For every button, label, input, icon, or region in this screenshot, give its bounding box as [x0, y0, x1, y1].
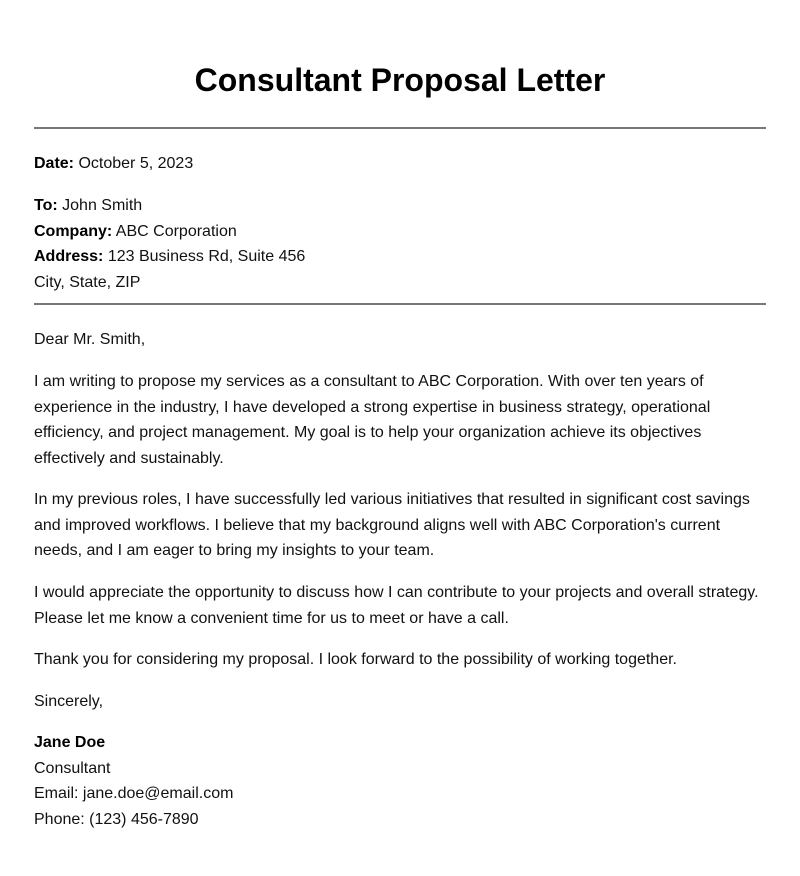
to-label: To: — [34, 197, 58, 214]
address-line — [34, 244, 766, 270]
salutation: Dear Mr. Smith, — [34, 331, 146, 348]
recipient-block — [34, 193, 766, 295]
middle-divider — [34, 303, 766, 305]
signature-name: Jane Doe — [34, 734, 106, 751]
closing: Sincerely, — [34, 693, 104, 710]
to-value: John Smith — [62, 197, 143, 214]
address-line2: City, State, ZIP — [34, 273, 141, 291]
paragraph-experience: In my previous roles, I have successfully led various initiatives that resulted in significant cost savings and improved workflows. I believe that my background aligns well with ABC Corporation's current needs, and I am eager to bring my insights to your team. — [34, 491, 750, 559]
date-label: Date: — [34, 155, 75, 172]
to-line — [34, 193, 766, 219]
company-value: ABC Corporation — [115, 222, 237, 240]
company-label: Company: — [34, 222, 113, 240]
paragraph-thanks: Thank you for considering my proposal. I look forward to the possibility of working together. — [34, 651, 677, 668]
company-line — [34, 219, 766, 245]
address-label: Address: — [34, 248, 104, 265]
page-title: Consultant Proposal Letter — [194, 62, 606, 98]
paragraph-intro: I am writing to propose my services as a consultant to ABC Corporation. With over ten years of experience in the industry, I have developed a strong expertise in business strategy, operational efficiency, and project management. My goal is to help your organization achieve its objectives effectively and sustainably. — [34, 373, 711, 467]
paragraph-request: I would appreciate the opportunity to discuss how I can contribute to your projects and overall strategy. Please let me know a convenient time for us to meet or have a call. — [34, 584, 759, 627]
signature-email: Email: jane.doe@email.com — [34, 785, 234, 802]
top-divider — [34, 127, 766, 129]
address-line1: 123 Business Rd, Suite 456 — [107, 248, 306, 265]
date-value: October 5, 2023 — [78, 155, 194, 172]
signature-phone: Phone: (123) 456-7890 — [34, 810, 199, 828]
signature-role: Consultant — [34, 759, 111, 777]
signature-block — [34, 730, 766, 832]
date-line — [34, 151, 766, 177]
